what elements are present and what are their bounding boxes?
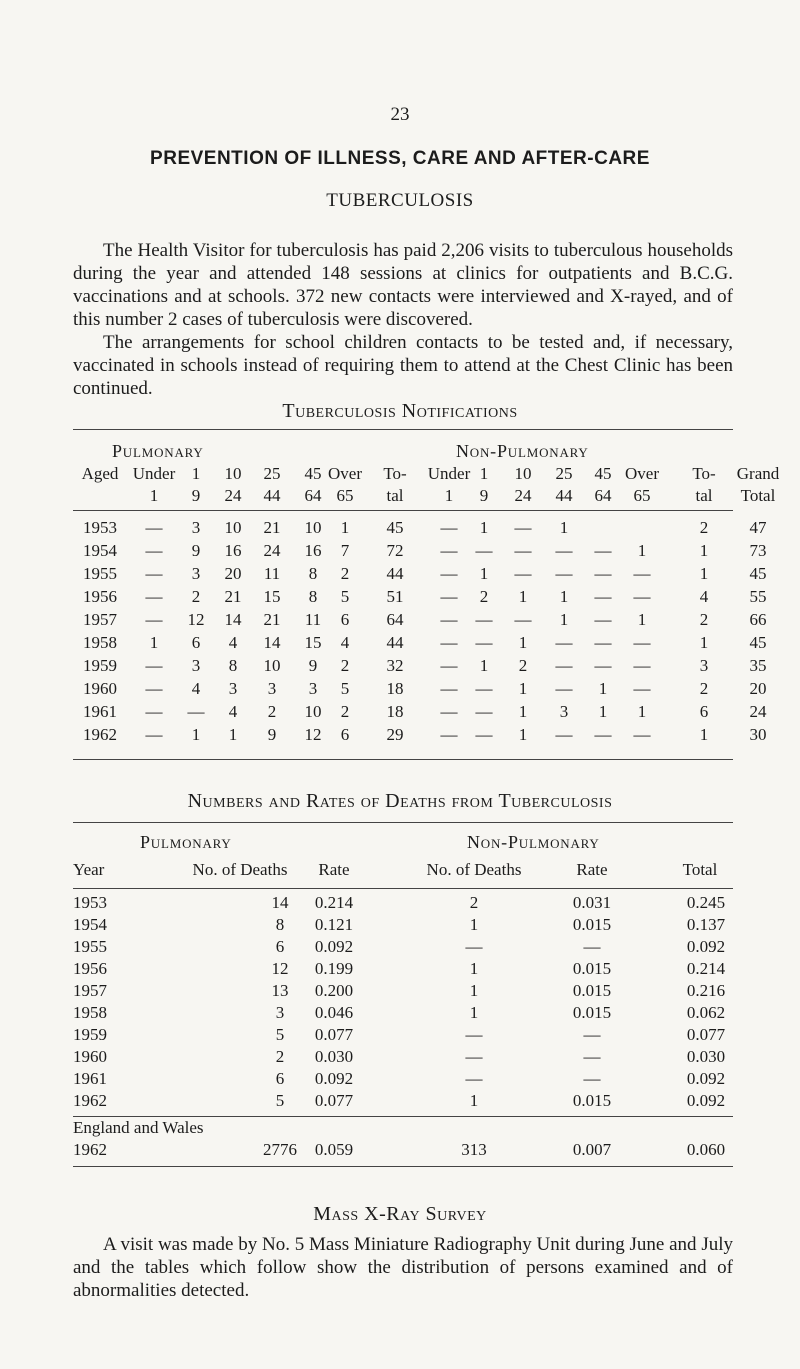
- notifications-cell: 16: [224, 541, 242, 560]
- deaths-cell: 0.015: [572, 1003, 612, 1022]
- notifications-cell: —: [475, 679, 493, 698]
- notifications-header-top-cell: 10: [514, 464, 532, 483]
- deaths-year-cell: 1953: [73, 893, 107, 912]
- deaths-year-cell: 1960: [73, 1047, 107, 1066]
- notifications-cell: —: [633, 656, 651, 675]
- deaths-year-cell: 1959: [73, 1025, 107, 1044]
- notifications-cell: 1: [479, 656, 489, 675]
- notifications-cell: —: [145, 725, 163, 744]
- notifications-cell: 2: [340, 564, 350, 583]
- deaths-cell: 0.046: [314, 1003, 354, 1022]
- england-wales-cell: 2776: [263, 1140, 297, 1159]
- deaths-cell: 3: [275, 1003, 285, 1022]
- notifications-cell: —: [555, 656, 573, 675]
- deaths-cell: 1: [469, 915, 479, 934]
- deaths-cell: 14: [271, 893, 289, 912]
- notifications-cell: 15: [304, 633, 322, 652]
- deaths-top-rule: [73, 822, 733, 823]
- notifications-cell: 9: [191, 541, 201, 560]
- notifications-cell: —: [555, 633, 573, 652]
- notifications-cell: 3: [191, 656, 201, 675]
- notifications-cell: —: [594, 633, 612, 652]
- deaths-cell: 0.092: [314, 937, 354, 956]
- england-wales-label: England and Wales: [73, 1118, 204, 1137]
- deaths-cell: 2: [469, 893, 479, 912]
- notifications-cell: 3: [559, 702, 569, 721]
- notifications-header-bottom-cell: 1: [149, 486, 159, 505]
- notifications-cell: 72: [386, 541, 404, 560]
- deaths-year-cell: 1961: [73, 1069, 107, 1088]
- deaths-cell: 1: [469, 1091, 479, 1110]
- deaths-cell: 0.077: [314, 1091, 354, 1110]
- deaths-cell: 0.092: [686, 937, 726, 956]
- deaths-cell: 0.199: [314, 959, 354, 978]
- deaths-cell: 0.015: [572, 1091, 612, 1110]
- notifications-cell: —: [514, 564, 532, 583]
- deaths-cell: 12: [271, 959, 289, 978]
- notifications-cell: —: [514, 541, 532, 560]
- deaths-cell: 5: [275, 1091, 285, 1110]
- deaths-year-cell: 1956: [73, 959, 107, 978]
- deaths-cell: 0.137: [686, 915, 726, 934]
- england-wales-cell: 0.060: [686, 1140, 726, 1159]
- notifications-cell: 1: [518, 679, 528, 698]
- notifications-cell: 4: [340, 633, 350, 652]
- notifications-cell: 21: [224, 587, 242, 606]
- deaths-header-cell: Rate: [576, 860, 608, 879]
- notifications-header-bottom-cell: 9: [191, 486, 201, 505]
- notifications-cell: —: [145, 610, 163, 629]
- notifications-cell: —: [440, 541, 458, 560]
- notifications-cell: 73: [749, 541, 767, 560]
- notifications-header-top-cell: 25: [555, 464, 573, 483]
- notifications-cell: —: [187, 702, 205, 721]
- deaths-cell: —: [465, 1025, 483, 1044]
- deaths-cell: 0.030: [686, 1047, 726, 1066]
- notifications-top-rule: [73, 429, 733, 430]
- deaths-year-cell: 1958: [73, 1003, 107, 1022]
- notifications-cell: —: [440, 587, 458, 606]
- notifications-cell: 1: [637, 541, 647, 560]
- notifications-cell: 1: [699, 725, 709, 744]
- deaths-cell: 1: [469, 1003, 479, 1022]
- notifications-cell: —: [145, 656, 163, 675]
- england-wales-cell: 0.059: [314, 1140, 354, 1159]
- deaths-cell: 0.092: [314, 1069, 354, 1088]
- notifications-cell: —: [440, 610, 458, 629]
- deaths-cell: 0.031: [572, 893, 612, 912]
- notifications-cell: 3: [308, 679, 318, 698]
- notifications-cell: 10: [224, 518, 242, 537]
- notifications-cell: 44: [386, 564, 404, 583]
- deaths-mid-rule: [73, 1116, 733, 1117]
- deaths-year-cell: 1957: [73, 981, 107, 1000]
- notifications-cell: 10: [304, 702, 322, 721]
- deaths-cell: 1: [469, 981, 479, 1000]
- deaths-cell: 2: [275, 1047, 285, 1066]
- notifications-cell: 2: [340, 702, 350, 721]
- notifications-header-top-cell: 10: [224, 464, 242, 483]
- notifications-cell: 24: [263, 541, 281, 560]
- notifications-cell: 1: [699, 541, 709, 560]
- deaths-header-cell: Year: [73, 860, 105, 879]
- notifications-cell: 44: [386, 633, 404, 652]
- notifications-cell: 4: [699, 587, 709, 606]
- deaths-cell: 0.077: [686, 1025, 726, 1044]
- notifications-cell: —: [440, 633, 458, 652]
- notifications-header-bottom-cell: 9: [479, 486, 489, 505]
- deaths-group-pulmonary: Pulmonary: [140, 832, 232, 852]
- notifications-cell: 4: [191, 679, 201, 698]
- notifications-header-top-cell: 1: [191, 464, 201, 483]
- deaths-cell: 0.200: [314, 981, 354, 1000]
- notifications-cell: 16: [304, 541, 322, 560]
- notifications-header-bottom-cell: 24: [514, 486, 532, 505]
- notifications-cell: —: [514, 610, 532, 629]
- deaths-cell: 0.092: [686, 1069, 726, 1088]
- notifications-cell: 10: [304, 518, 322, 537]
- section-subheading: TUBERCULOSIS: [326, 190, 474, 211]
- section-heading: PREVENTION OF ILLNESS, CARE AND AFTER-CARE: [150, 148, 650, 169]
- notifications-cell: —: [145, 702, 163, 721]
- deaths-header-rule: [73, 888, 733, 889]
- notifications-header-bottom-cell: Total: [740, 486, 776, 505]
- deaths-cell: 0.245: [686, 893, 726, 912]
- deaths-cell: 0.092: [686, 1091, 726, 1110]
- notifications-cell: 20: [224, 564, 242, 583]
- notifications-cell: 8: [308, 587, 318, 606]
- notifications-cell: 21: [263, 518, 281, 537]
- deaths-cell: 0.015: [572, 915, 612, 934]
- notifications-cell: 1: [518, 702, 528, 721]
- notifications-header-top-cell: Under: [132, 464, 176, 483]
- deaths-title: Numbers and Rates of Deaths from Tuberculosis: [187, 790, 613, 812]
- notifications-cell: 1: [518, 587, 528, 606]
- notifications-cell: —: [555, 564, 573, 583]
- deaths-cell: 13: [271, 981, 289, 1000]
- deaths-cell: 1: [469, 959, 479, 978]
- notifications-cell: —: [475, 725, 493, 744]
- notifications-cell: —: [594, 541, 612, 560]
- notifications-cell: 12: [304, 725, 322, 744]
- deaths-header-cell: Rate: [318, 860, 350, 879]
- notifications-cell: 4: [228, 702, 238, 721]
- notifications-cell: —: [633, 587, 651, 606]
- notifications-cell: —: [440, 679, 458, 698]
- notifications-cell: 2: [699, 610, 709, 629]
- notifications-cell: 1: [228, 725, 238, 744]
- notifications-header-bottom-cell: 64: [304, 486, 322, 505]
- notifications-cell: 1: [637, 610, 647, 629]
- notifications-year-cell: 1961: [83, 702, 117, 721]
- notifications-cell: 45: [386, 518, 404, 537]
- notifications-cell: 15: [263, 587, 281, 606]
- notifications-header-top-cell: 1: [479, 464, 489, 483]
- notifications-cell: —: [145, 679, 163, 698]
- notifications-cell: —: [475, 633, 493, 652]
- notifications-header-top-cell: Grand: [736, 464, 780, 483]
- deaths-cell: 0.062: [686, 1003, 726, 1022]
- notifications-header-top-cell: 25: [263, 464, 281, 483]
- notifications-header-top-cell: Under: [427, 464, 471, 483]
- deaths-cell: 6: [275, 937, 285, 956]
- notifications-header-rule: [73, 510, 733, 511]
- notifications-cell: —: [594, 587, 612, 606]
- deaths-cell: —: [465, 937, 483, 956]
- notifications-cell: 1: [479, 518, 489, 537]
- notifications-year-cell: 1959: [83, 656, 117, 675]
- notifications-cell: 1: [479, 564, 489, 583]
- deaths-header-cell: Total: [682, 860, 718, 879]
- notifications-header-top-cell: Over: [625, 464, 659, 483]
- notifications-cell: 12: [187, 610, 205, 629]
- deaths-cell: —: [465, 1069, 483, 1088]
- notifications-cell: 1: [699, 564, 709, 583]
- notifications-year-cell: 1955: [83, 564, 117, 583]
- notifications-cell: 24: [749, 702, 767, 721]
- notifications-cell: 2: [191, 587, 201, 606]
- notifications-cell: 14: [263, 633, 281, 652]
- deaths-cell: 0.077: [314, 1025, 354, 1044]
- notifications-cell: 8: [308, 564, 318, 583]
- deaths-group-non-pulmonary: Non-Pulmonary: [467, 832, 600, 852]
- notifications-cell: —: [555, 725, 573, 744]
- deaths-cell: —: [583, 1025, 601, 1044]
- deaths-year-cell: 1962: [73, 1091, 107, 1110]
- notifications-cell: —: [514, 518, 532, 537]
- notifications-header-top-cell: To-: [692, 464, 716, 483]
- notifications-header-bottom-cell: 24: [224, 486, 242, 505]
- deaths-cell: —: [583, 937, 601, 956]
- notifications-cell: 1: [559, 518, 569, 537]
- deaths-cell: 0.214: [686, 959, 726, 978]
- notifications-cell: 3: [699, 656, 709, 675]
- notifications-year-cell: 1953: [83, 518, 117, 537]
- notifications-header-bottom-cell: 1: [444, 486, 454, 505]
- notifications-cell: 11: [263, 564, 281, 583]
- deaths-cell: —: [583, 1069, 601, 1088]
- notifications-cell: 1: [191, 725, 201, 744]
- deaths-cell: 0.214: [314, 893, 354, 912]
- deaths-cell: —: [583, 1047, 601, 1066]
- notifications-cell: —: [633, 564, 651, 583]
- notifications-cell: 1: [559, 610, 569, 629]
- paragraph-health-visitor: The Health Visitor for tuberculosis has paid 2,206 visits to tuberculous households during the year and attended 148 sessions at clinics for outpatients and B.C.G. vaccinations and at schools. 372 new contacts were interviewed and X-rayed, and of this number 2 cases of tuberculosis were discovered.: [73, 240, 733, 330]
- notifications-cell: —: [594, 564, 612, 583]
- notifications-cell: —: [440, 656, 458, 675]
- notifications-header-bottom-cell: 65: [633, 486, 651, 505]
- deaths-cell: 5: [275, 1025, 285, 1044]
- notifications-cell: —: [440, 725, 458, 744]
- england-wales-cell: 313: [461, 1140, 487, 1159]
- notifications-cell: 2: [699, 679, 709, 698]
- notifications-year-cell: 1960: [83, 679, 117, 698]
- notifications-cell: 3: [191, 564, 201, 583]
- notifications-cell: —: [594, 610, 612, 629]
- england-wales-cell: 0.007: [572, 1140, 612, 1159]
- notifications-group-non-pulmonary: Non-Pulmonary: [456, 441, 589, 461]
- notifications-cell: —: [555, 541, 573, 560]
- deaths-cell: 0.030: [314, 1047, 354, 1066]
- notifications-cell: 1: [598, 679, 608, 698]
- deaths-cell: —: [465, 1047, 483, 1066]
- notifications-cell: 6: [191, 633, 201, 652]
- notifications-cell: 3: [267, 679, 277, 698]
- notifications-header-top-cell: Over: [328, 464, 362, 483]
- notifications-cell: —: [145, 564, 163, 583]
- notifications-cell: 66: [749, 610, 767, 629]
- notifications-year-cell: 1954: [83, 541, 117, 560]
- notifications-cell: —: [145, 541, 163, 560]
- notifications-cell: 20: [749, 679, 767, 698]
- notifications-cell: 6: [340, 610, 350, 629]
- notifications-header-bottom-cell: 44: [555, 486, 573, 505]
- notifications-cell: 8: [228, 656, 238, 675]
- deaths-cell: 0.216: [686, 981, 726, 1000]
- notifications-cell: 32: [386, 656, 404, 675]
- notifications-cell: 1: [559, 587, 569, 606]
- notifications-cell: 47: [749, 518, 767, 537]
- notifications-header-bottom-cell: 44: [263, 486, 281, 505]
- notifications-cell: —: [145, 518, 163, 537]
- notifications-cell: 55: [749, 587, 767, 606]
- notifications-cell: 3: [228, 679, 238, 698]
- notifications-cell: —: [633, 633, 651, 652]
- deaths-year-cell: 1954: [73, 915, 107, 934]
- deaths-bottom-rule: [73, 1166, 733, 1167]
- notifications-cell: 18: [386, 679, 404, 698]
- notifications-cell: 1: [518, 633, 528, 652]
- deaths-cell: 0.121: [314, 915, 354, 934]
- notifications-cell: —: [594, 656, 612, 675]
- notifications-cell: 35: [749, 656, 767, 675]
- notifications-year-cell: 1958: [83, 633, 117, 652]
- notifications-header-bottom-cell: 64: [594, 486, 612, 505]
- notifications-cell: 14: [224, 610, 242, 629]
- notifications-year-cell: 1957: [83, 610, 117, 629]
- notifications-cell: 2: [267, 702, 277, 721]
- paragraph-school-arrangements: The arrangements for school children contacts to be tested and, if necessary, vaccinated in schools instead of requiring them to attend at the Chest Clinic has been continued.: [73, 332, 733, 399]
- notifications-cell: 7: [340, 541, 350, 560]
- notifications-cell: 30: [749, 725, 767, 744]
- notifications-cell: 3: [191, 518, 201, 537]
- notifications-cell: 21: [263, 610, 281, 629]
- notifications-cell: 1: [699, 633, 709, 652]
- notifications-cell: 2: [340, 656, 350, 675]
- notifications-cell: —: [440, 702, 458, 721]
- notifications-cell: 2: [479, 587, 489, 606]
- deaths-header-cell: No. of Deaths: [192, 860, 288, 879]
- notifications-cell: 5: [340, 587, 350, 606]
- notifications-cell: 1: [637, 702, 647, 721]
- xray-paragraph: A visit was made by No. 5 Mass Miniature Radiography Unit during June and July and the tables which follow show the distribution of persons examined and of abnormalities detected.: [73, 1234, 733, 1301]
- notifications-cell: 1: [149, 633, 159, 652]
- notifications-cell: 9: [267, 725, 277, 744]
- notifications-header-top-cell: 45: [594, 464, 612, 483]
- notifications-year-cell: 1956: [83, 587, 117, 606]
- notifications-header-bottom-cell: tal: [386, 486, 404, 505]
- deaths-header-cell: No. of Deaths: [426, 860, 522, 879]
- notifications-header-top-cell: To-: [383, 464, 407, 483]
- notifications-cell: 6: [340, 725, 350, 744]
- notifications-cell: 45: [749, 564, 767, 583]
- deaths-cell: 8: [275, 915, 285, 934]
- notifications-cell: 11: [304, 610, 322, 629]
- page-number: 23: [390, 104, 410, 125]
- notifications-cell: 9: [308, 656, 318, 675]
- notifications-bottom-rule: [73, 759, 733, 760]
- deaths-cell: 0.015: [572, 959, 612, 978]
- notifications-cell: —: [475, 541, 493, 560]
- notifications-year-cell: 1962: [83, 725, 117, 744]
- notifications-cell: 1: [518, 725, 528, 744]
- notifications-cell: —: [594, 725, 612, 744]
- notifications-title: Tuberculosis Notifications: [282, 400, 518, 422]
- notifications-cell: 1: [340, 518, 350, 537]
- deaths-cell: 0.015: [572, 981, 612, 1000]
- notifications-cell: —: [475, 610, 493, 629]
- notifications-cell: 51: [386, 587, 404, 606]
- notifications-cell: —: [475, 702, 493, 721]
- notifications-cell: 5: [340, 679, 350, 698]
- notifications-cell: —: [145, 587, 163, 606]
- notifications-cell: 29: [386, 725, 404, 744]
- xray-title: Mass X-Ray Survey: [313, 1203, 487, 1225]
- notifications-cell: 64: [386, 610, 404, 629]
- notifications-cell: 6: [699, 702, 709, 721]
- notifications-cell: 10: [263, 656, 281, 675]
- notifications-cell: —: [633, 679, 651, 698]
- notifications-cell: 45: [749, 633, 767, 652]
- notifications-cell: —: [555, 679, 573, 698]
- deaths-cell: 6: [275, 1069, 285, 1088]
- notifications-cell: 18: [386, 702, 404, 721]
- notifications-cell: —: [440, 518, 458, 537]
- notifications-header-bottom-cell: 65: [336, 486, 354, 505]
- notifications-header-top-cell: Aged: [81, 464, 119, 483]
- notifications-cell: 4: [228, 633, 238, 652]
- notifications-group-pulmonary: Pulmonary: [112, 441, 204, 461]
- notifications-cell: 1: [598, 702, 608, 721]
- notifications-cell: 2: [518, 656, 528, 675]
- deaths-year-cell: 1955: [73, 937, 107, 956]
- notifications-cell: 2: [699, 518, 709, 537]
- notifications-header-top-cell: 45: [304, 464, 322, 483]
- notifications-cell: —: [633, 725, 651, 744]
- england-wales-year-cell: 1962: [73, 1140, 107, 1159]
- notifications-cell: —: [440, 564, 458, 583]
- notifications-header-bottom-cell: tal: [695, 486, 713, 505]
